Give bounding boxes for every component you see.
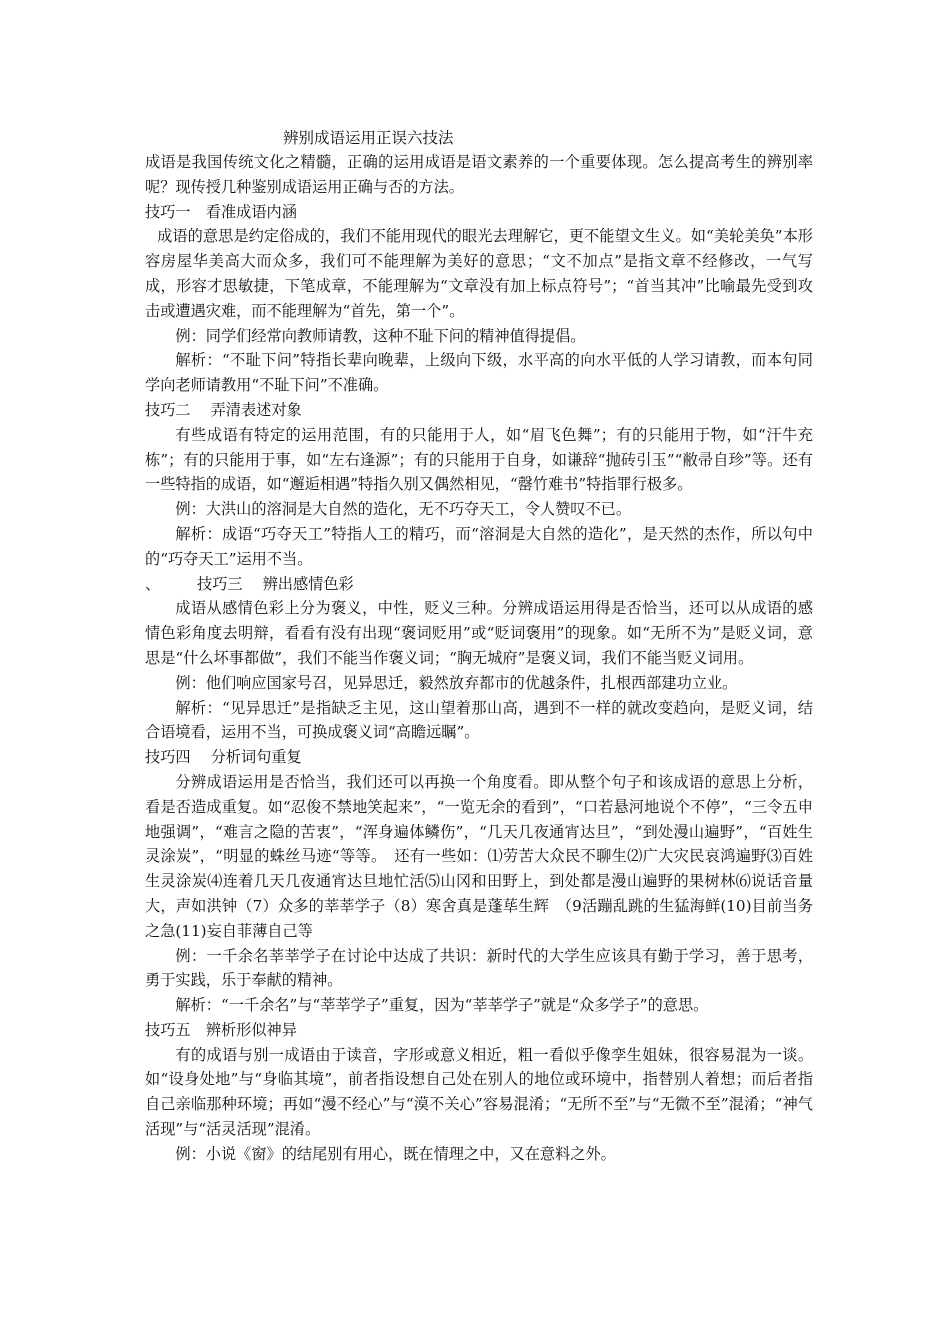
tip-3-heading: 技巧三 辨出感情色彩 [197, 574, 354, 593]
document-body [145, 150, 813, 1167]
tip-3-body: 成语从感情色彩上分为褒义，中性，贬义三种。分辨成语运用得是否恰当，还可以从成语的感情色彩角度去明辩，看看有没有出现“褒词贬用”或“贬词褒用”的现象。如“无所不为”是贬义词，意思是“什么坏事都做”，我们不能当作褒义词；“胸无城府”是褒义词，我们不能当贬义词用。 [145, 599, 813, 667]
tip-4-analysis: 解析：“一千余名”与“莘莘学子”重复，因为“莘莘学子”就是“众多学子”的意思。 [175, 996, 709, 1015]
tip-1-body: 成语的意思是约定俗成的，我们不能用现代的眼光去理解它，更不能望文生义。如“美轮美奂”本形容房屋华美高大而众多，我们可不能理解为美好的意思；“文不加点”是指文章不经修改，一气写成，形容才思敏捷，下笔成章，不能理解为“文章没有加上标点符号”；“首当其冲”比喻最先受到攻击或遭遇灾难，而不能理解为“首先，第一个”。 [145, 227, 813, 320]
tip-4-example: 例：一千余名莘莘学子在讨论中达成了共识：新时代的大学生应该具有勤于学习，善于思考，勇于实践，乐于奉献的精神。 [145, 946, 813, 990]
tip-3-example: 例：他们响应国家号召，见异思迁，毅然放弃都市的优越条件，扎根西部建功立业。 [175, 673, 738, 692]
tip-4-body: 分辨成语运用是否恰当，我们还可以再换一个角度看。即从整个句子和该成语的意思上分析，看是否造成重复。如“忍俊不禁地笑起来”，“一览无余的看到”，“口若悬河地说个不停”，“三令五申地强调”，“难言之隐的苦衷”，“浑身遍体鳞伤”，“几天几夜通宵达旦”，“到处漫山遍野”，“百姓生灵涂炭”，“明显的蛛丝马迹“等等。 还有一些如：⑴劳苦大众民不聊生⑵广大灾民哀鸿遍野⑶百姓生灵涂炭⑷连着几天几夜通宵达旦地忙活⑸山冈和田野上，到处都是漫山遍野的果树林⑹说话音量大，声如洪钟（7）众多的莘莘学子（8）寒舍真是蓬荜生辉 （9活蹦乱跳的生猛海鲜(10)目前当务之急(11)妄自菲薄自己等 [145, 772, 813, 940]
tip-1-analysis: 解析：“不耻下问”特指长辈向晚辈，上级向下级，水平高的向水平低的人学习请教，而本句同学向老师请教用“不耻下问”不准确。 [145, 351, 813, 395]
document-title: 辨别成语运用正误六技法 [283, 129, 454, 147]
tip-2-body: 有些成语有特定的运用范围，有的只能用于人，如“眉飞色舞”；有的只能用于物，如“汗牛充栋”；有的只能用于事，如“左右逢源”；有的只能用于自身，如谦辞“抛砖引玉”“敝帚自珍”等。还有一些特指的成语，如“邂逅相遇”特指久别又偶然相见，“罄竹难书”特指罪行极多。 [145, 425, 813, 494]
tip-2-heading: 技巧二 弄清表述对象 [145, 400, 302, 419]
tip-3-mark: 、 [145, 574, 161, 593]
tip-1-heading: 技巧一 看准成语内涵 [145, 202, 297, 221]
tip-3-analysis: 解析：“见异思迁”是指缺乏主见，这山望着那山高，遇到不一样的就改变趋向，是贬义词，结合语境看，运用不当，可换成褒义词“高瞻远瞩”。 [145, 698, 813, 742]
tip-3-heading-line [145, 572, 813, 597]
tip-2-example: 例：大洪山的溶洞是大自然的造化，无不巧夺天工，令人赞叹不已。 [175, 500, 632, 519]
tip-5-body: 有的成语与别一成语由于读音，字形或意义相近，粗一看似乎像孪生姐妹，很容易混为一谈。如“设身处地”与“身临其境”，前者指设想自己处在别人的地位或环境中，指替别人着想；而后者指自己亲临那种环境；再如“漫不经心”与“漠不关心”容易混淆；“无所不至”与“无微不至”混淆；“神气活现”与“活灵活现”混淆。 [145, 1045, 813, 1139]
tip-1-example: 例：同学们经常向教师请教，这种不耻下问的精神值得提倡。 [175, 326, 586, 345]
intro-paragraph: 成语是我国传统文化之精髓，正确的运用成语是语文素养的一个重要体现。怎么提高考生的辨别率呢？现传授几种鉴别成语运用正确与否的方法。 [145, 153, 813, 196]
tip-5-example: 例：小说《窗》的结尾别有用心，既在情理之中，又在意料之外。 [175, 1144, 616, 1163]
tip-5-heading: 技巧五 辨析形似神异 [145, 1020, 297, 1039]
tip-4-heading: 技巧四 分析词句重复 [145, 748, 302, 767]
tip-2-analysis: 解析：成语“巧夺天工”特指人工的精巧，而“溶洞是大自然的造化”，是天然的杰作，所以句中的“巧夺天工”运用不当。 [145, 524, 813, 568]
